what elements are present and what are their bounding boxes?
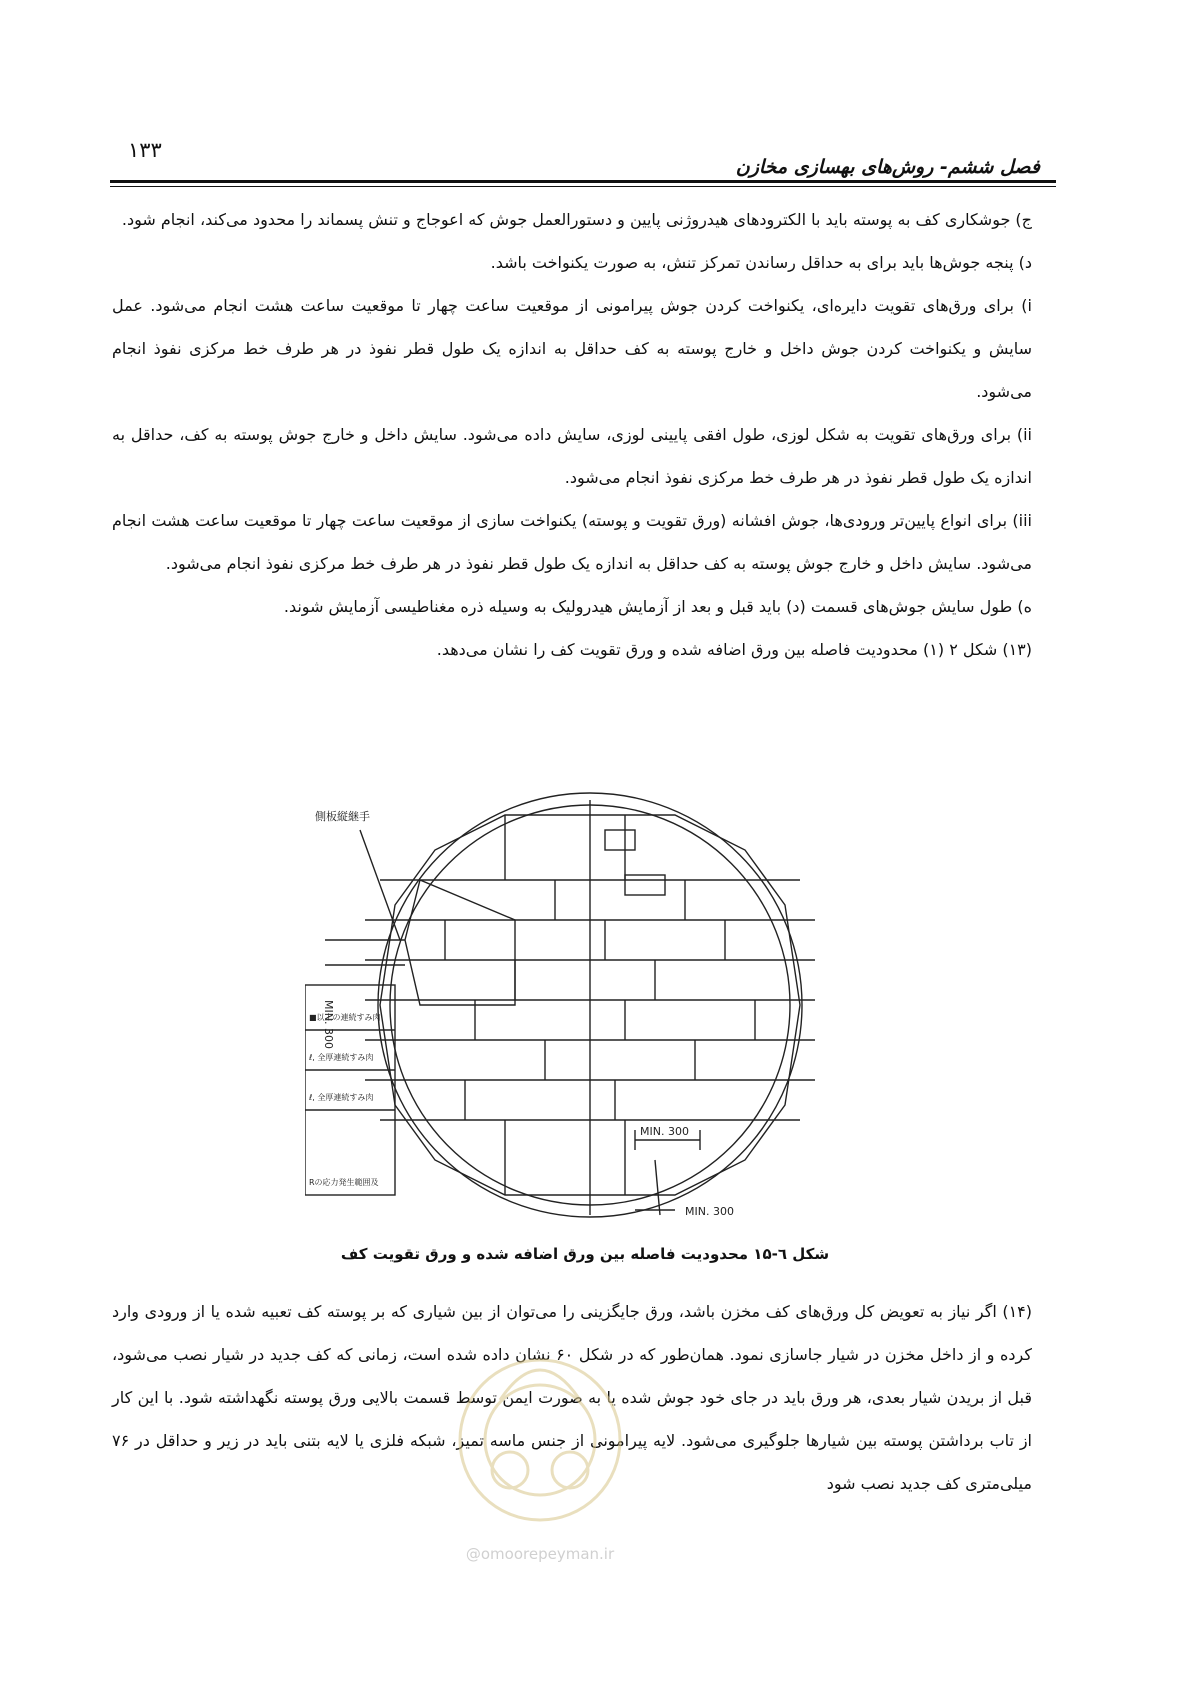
paragraph-ii: ii) برای ورق‌های تقویت به شکل لوزی، طول افقی پایینی لوزی، سایش داده می‌شود. سایش داخل و خارج جوش پوسته به کف، حداقل به اندازه یک طول قطر نفوذ در هر طرف خط مرکزی نفوذ انجام می‌شود. [112,425,1032,487]
paragraph-i: i) برای ورق‌های تقویت دایره‌ای، یکنواخت کردن جوش پیرامونی از موقعیت ساعت چهار تا موقعیت ساعت هشت انجام می‌شود. عمل سایش و یکنواخت کردن جوش داخل و خارج پوسته به کف حداقل به اندازه یک طول قطر نفوذ در هر طرف خط مرکزی نفوذ انجام می‌شود. [112,296,1032,401]
side-joint-label: 側板縦継手 [315,810,370,823]
legend-item-4: Rの応力発生範囲及 [309,1178,379,1187]
page-number: ۱۳۳ [128,138,162,162]
watermark-site: @omoorepeyman.ir [465,1545,615,1563]
paragraph-14: (۱۴) اگر نیاز به تعویض کل ورق‌های کف مخزن باشد، ورق جایگزینی را می‌توان از بین شیاری که بر پوسته کف تعبیه شده یا از ورودی وارد کرده و از داخل مخزن در شیار جاسازی نمود. همان‌طور که در شکل ۶۰ نشان داده شده است، زمانی که کف جدید در شیار نصب می‌شود، قبل از بریدن شیار بعدی، هر ورق باید در جای خود جوش شده یا به صورت ایمن توسط قسمت بالایی ورق پوسته نگهداشته شود. با این کار از تاب برداشتن پوسته بین شیارها جلوگیری می‌شود. لایه پیرامونی از جنس ماسه تمیز، شبکه فلزی یا لایه بتنی باید در زیر و حداقل در ۷۶ میلی‌متری کف جدید نصب شود [112,1302,1032,1493]
legend-item-3: ℓ, 全厚連続すみ肉 [309,1093,374,1102]
header-rule-thin [110,186,1056,187]
repair-plate-2 [625,875,665,895]
min-300-label-right: MIN. 300 [640,1125,689,1138]
repair-plate-1 [605,830,635,850]
figure-caption: شکل ٦-۱۵ محدودیت فاصله بین ورق اضافه شده و ورق تقویت کف [340,1245,830,1263]
min-300-label-left: MIN. 300 [322,1000,335,1049]
header-rule [110,180,1056,183]
legend-item-1: ■以上の連続すみ肉 [309,1013,381,1022]
paragraph-d: د) پنجه جوش‌ها باید برای به حداقل رساندن تمرکز تنش، به صورت یکنواخت باشد. [490,253,1032,272]
legend-item-2: ℓ, 全厚連続すみ肉 [309,1053,374,1062]
running-title: فصل ششم- روش‌های بهسازی مخازن [735,156,1040,178]
watermark-seal-icon [440,1320,640,1540]
watermark [440,1320,640,1570]
paragraph-13: (۱۳) شکل ۲ (۱) محدودیت فاصله بین ورق اضافه شده و ورق تقویت کف را نشان می‌دهد. [436,640,1032,659]
body-top [112,198,1032,671]
tank-bottom-figure [305,790,865,1230]
reinforcement-plate [405,880,515,1005]
paragraph-iii: iii) برای انواع پایین‌تر ورودی‌ها، جوش افشانه (ورق تقویت و پوسته) یکنواخت سازی از موقعیت ساعت چهار تا موقعیت ساعت هشت انجام می‌شود. سایش داخل و خارج جوش پوسته به کف حداقل به اندازه یک طول قطر نفوذ در هر طرف خط مرکزی نفوذ انجام می‌شود. [112,511,1032,573]
paragraph-h: ه) طول سایش جوش‌های قسمت (د) باید قبل و بعد از آزمایش هیدرولیک به وسیله ذره مغناطیسی آزمایش شوند. [283,597,1032,616]
paragraph-j: ج) جوشکاری کف به پوسته باید با الکترودهای هیدروژنی پایین و دستورالعمل جوش که اعوجاج و تنش پسماند را محدود می‌کند، انجام شود. [121,210,1032,229]
min-300-label-bottom: MIN. 300 [685,1205,734,1218]
